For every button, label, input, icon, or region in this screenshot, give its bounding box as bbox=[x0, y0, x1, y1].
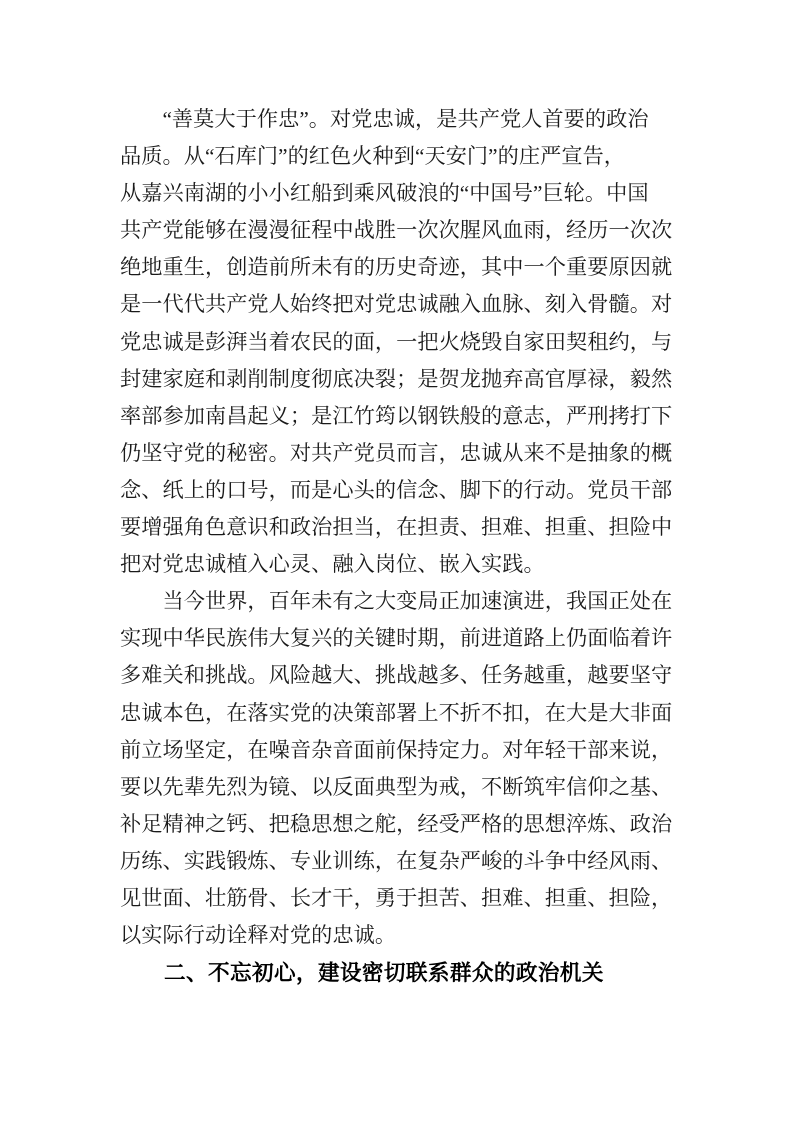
text-line: 要增强角色意识和政治担当，在担责、担难、担重、担险中 bbox=[120, 515, 673, 540]
text-line: 率部参加南昌起义；是江竹筠以钢铁般的意志，严刑拷打下 bbox=[120, 403, 673, 428]
text-line: 当今世界，百年未有之大变局正加速演进，我国正处在 bbox=[120, 589, 673, 614]
text-line: 共产党能够在漫漫征程中战胜一次次腥风血雨，经历一次次 bbox=[120, 218, 673, 243]
text-line: 历练、实践锻炼、专业训练，在复杂严峻的斗争中经风雨、 bbox=[120, 848, 673, 873]
text-line: 实现中华民族伟大复兴的关键时期，前进道路上仍面临着许 bbox=[120, 626, 673, 651]
section-heading: 二、不忘初心，建设密切联系群众的政治机关 bbox=[120, 960, 604, 986]
document-content bbox=[120, 101, 676, 991]
text-line: 以实际行动诠释对党的忠诚。 bbox=[120, 923, 397, 948]
text-line: “善莫大于作忠”。对党忠诚，是共产党人首要的政治 bbox=[120, 107, 649, 131]
text-line: 绝地重生，创造前所未有的历史奇迹，其中一个重要原因就 bbox=[120, 255, 673, 280]
text-line: 把对党忠诚植入心灵、融入岗位、嵌入实践。 bbox=[120, 552, 545, 577]
paragraph-current-world bbox=[120, 583, 676, 954]
text-line: 封建家庭和剥削制度彻底决裂；是贺龙抛弃高官厚禄，毅然 bbox=[120, 366, 673, 391]
text-line: 补足精神之钙、把稳思想之舵，经受严格的思想淬炼、政治 bbox=[120, 811, 673, 836]
text-line: 品质。从“石库门”的红色火种到“天安门”的庄严宣告， bbox=[120, 144, 626, 169]
text-line: 要以先辈先烈为镜、以反面典型为戒，不断筑牢信仰之基、 bbox=[120, 774, 673, 799]
text-line: 是一代代共产党人始终把对党忠诚融入血脉、刻入骨髓。对 bbox=[120, 292, 673, 317]
text-line: 仍坚守党的秘密。对共产党员而言，忠诚从来不是抽象的概 bbox=[120, 440, 673, 465]
text-line: 多难关和挑战。风险越大、挑战越多、任务越重，越要坚守 bbox=[120, 663, 673, 688]
text-line: 党忠诚是彭湃当着农民的面，一把火烧毁自家田契租约，与 bbox=[120, 329, 673, 354]
paragraph-loyalty bbox=[120, 101, 676, 583]
text-line: 前立场坚定，在噪音杂音面前保持定力。对年轻干部来说， bbox=[120, 737, 673, 762]
text-line: 忠诚本色，在落实党的决策部署上不折不扣，在大是大非面 bbox=[120, 700, 673, 725]
text-line: 从嘉兴南湖的小小红船到乘风破浪的“中国号”巨轮。中国 bbox=[120, 181, 649, 206]
text-line: 见世面、壮筋骨、长才干，勇于担苦、担难、担重、担险， bbox=[120, 885, 673, 910]
text-line: 念、纸上的口号，而是心头的信念、脚下的行动。党员干部 bbox=[120, 477, 673, 502]
